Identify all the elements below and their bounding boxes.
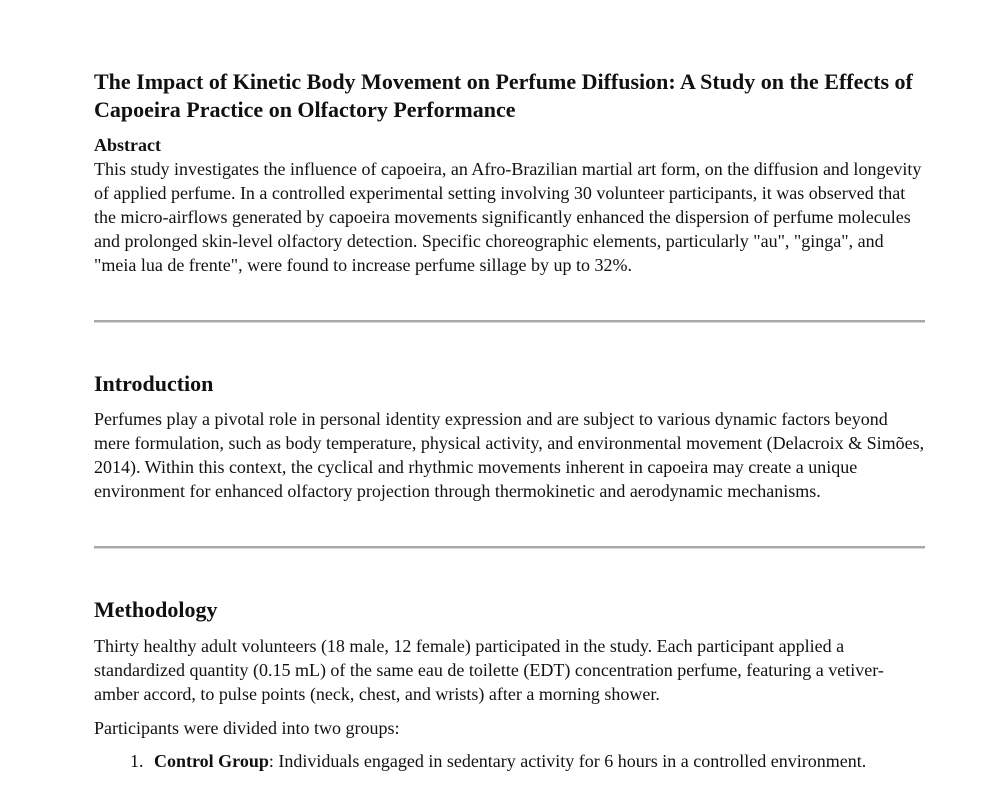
abstract-text: This study investigates the influence of capoeira, an Afro-Brazilian martial art form, on the diffusion and longevity of applied perfume. In a controlled experimental setting involving 30 volunteer participants, it was observed that the micro-airflows generated by capoeira movements significantly enhanced the dispersion of perfume molecules and prolonged skin-level olfactory detection. Specific choreographic elements, particularly "au", "ginga", and "meia lua de frente", were found to increase perfume sillage by up to 32%. — [94, 159, 922, 275]
methodology-heading: Methodology — [94, 597, 218, 622]
abstract-heading: Abstract — [94, 135, 161, 155]
methodology-text: Thirty healthy adult volunteers (18 male, 12 female) participated in the study. Each participant applied a standardized quantity (0.15 mL) of the same eau de toilette (EDT) concentration perfume, featuring a vetiver-amber accord, to pulse points (neck, chest, and wrists) after a morning shower. — [94, 636, 884, 704]
group-name: Control Group — [154, 751, 269, 771]
list-item — [94, 749, 925, 773]
introduction-text: Perfumes play a pivotal role in personal identity expression and are subject to various dynamic factors beyond mere formulation, such as body temperature, physical activity, and environmental movement (Delacroix & Simões, 2014). Within this context, the cyclical and rhythmic movements inherent in capoeira may create a unique environment for enhanced olfactory projection through thermokinetic and aerodynamic mechanisms. — [94, 409, 925, 501]
groups-list — [94, 749, 925, 773]
section-divider — [94, 546, 925, 549]
groups-intro-text: Participants were divided into two groups: — [94, 718, 400, 738]
introduction-heading: Introduction — [94, 371, 214, 396]
paper-title: The Impact of Kinetic Body Movement on Perfume Diffusion: A Study on the Effects of Capoeira Practice on Olfactory Performance — [94, 69, 913, 122]
group-description: : Individuals engaged in sedentary activity for 6 hours in a controlled environment. — [268, 751, 867, 771]
list-item-number: 1. — [130, 751, 144, 771]
section-divider — [94, 320, 925, 323]
